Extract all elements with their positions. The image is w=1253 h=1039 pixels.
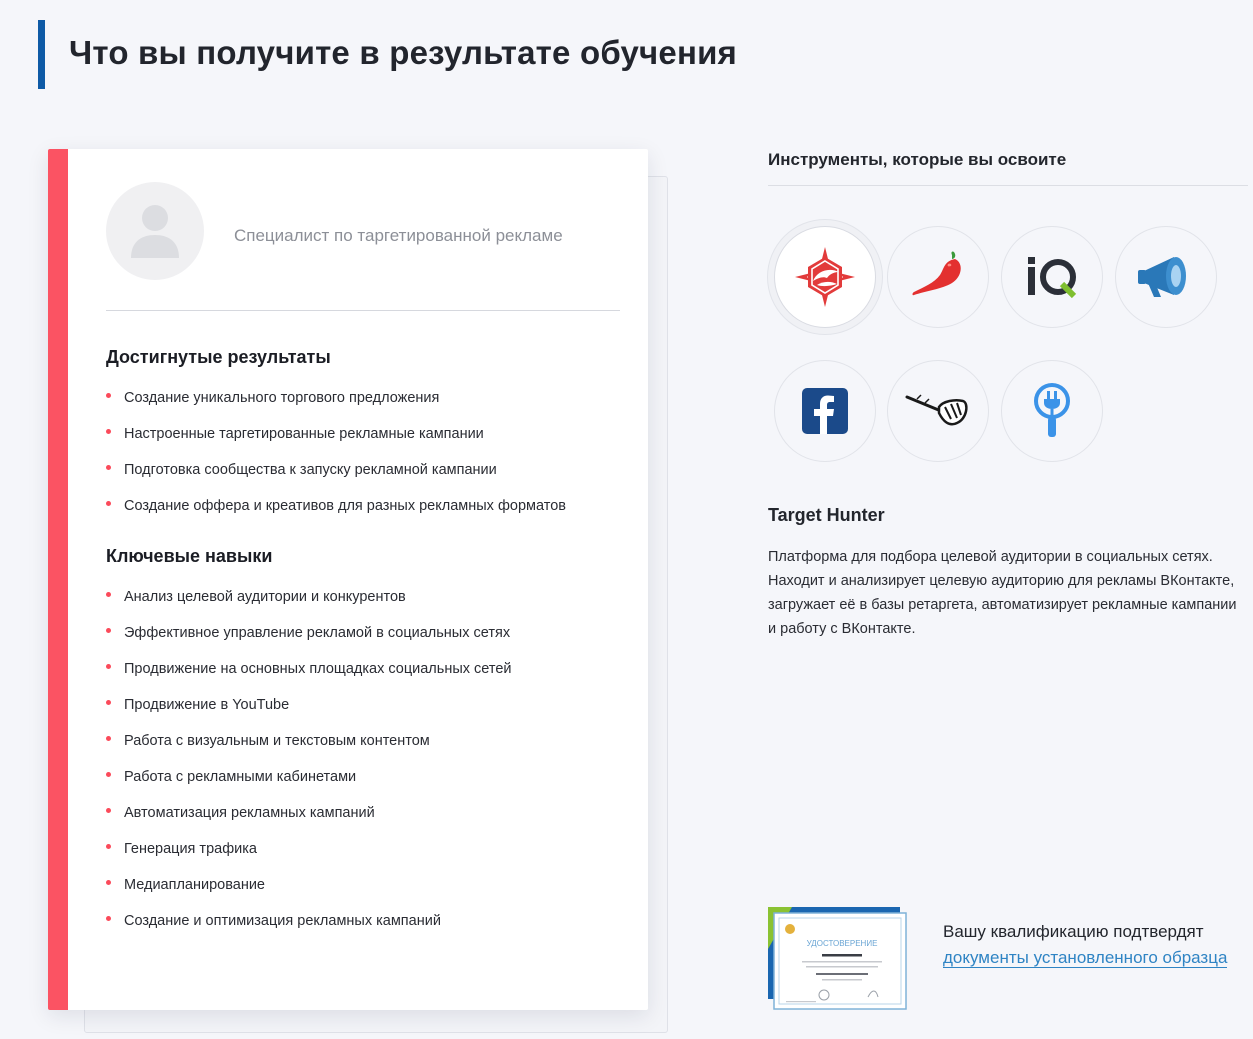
tool-iq[interactable] [1001, 226, 1103, 328]
list-item: Анализ целевой аудитории и конкурентов [106, 587, 512, 623]
list-item: Работа с рекламными кабинетами [106, 767, 512, 803]
tool-target-hunter[interactable] [774, 226, 876, 328]
profession-title: Специалист по таргетированной рекламе [234, 226, 563, 245]
certificate-title: УДОСТОВЕРЕНИЕ [806, 939, 878, 948]
results-heading: Достигнутые результаты [106, 347, 331, 367]
tool-chili[interactable] [887, 226, 989, 328]
megaphone-icon [1134, 249, 1198, 305]
title-accent-bar [38, 20, 45, 89]
list-item: Создание и оптимизация рекламных кампаний [106, 911, 512, 947]
user-placeholder-icon [129, 202, 181, 260]
list-item: Создание оффера и креативов для разных рекламных форматов [106, 496, 566, 532]
results-list [106, 388, 566, 532]
list-item: Автоматизация рекламных кампаний [106, 803, 512, 839]
list-item: Работа с визуальным и текстовым контентом [106, 731, 512, 767]
list-item: Подготовка сообщества к запуску рекламной кампании [106, 460, 566, 496]
selected-tool-name: Target Hunter [768, 505, 885, 525]
skills-heading: Ключевые навыки [106, 546, 273, 566]
avatar [106, 182, 204, 280]
skills-list [106, 587, 512, 947]
tools-title: Инструменты, которые вы освоите [768, 150, 1067, 169]
card-accent-stripe [48, 149, 68, 1010]
tools-divider [768, 185, 1248, 186]
smoking-pipe-icon [905, 391, 971, 431]
chili-pepper-icon [908, 247, 968, 307]
list-item: Эффективное управление рекламой в социальных сетях [106, 623, 512, 659]
tool-facebook[interactable] [774, 360, 876, 462]
iq-logo-icon [1022, 252, 1082, 302]
target-hunter-icon [793, 245, 857, 309]
list-item: Генерация трафика [106, 839, 512, 875]
card-divider [106, 310, 620, 311]
facebook-icon [802, 388, 848, 434]
certificate-documents-link[interactable]: документы установленного образца [943, 948, 1228, 967]
tool-megaphone[interactable] [1115, 226, 1217, 328]
certificate-image [766, 905, 912, 1013]
profession-card [48, 149, 648, 1010]
search-plug-icon [1030, 383, 1074, 439]
list-item: Настроенные таргетированные рекламные кампании [106, 424, 566, 460]
certificate-text [943, 919, 1233, 971]
list-item: Создание уникального торгового предложения [106, 388, 566, 424]
page-title: Что вы получите в результате обучения [69, 34, 738, 71]
tool-pipe[interactable] [887, 360, 989, 462]
tool-search-plug[interactable] [1001, 360, 1103, 462]
selected-tool-description: Платформа для подбора целевой аудитории в социальных сетях. Находит и анализирует целевую аудиторию для рекламы ВКонтакте, загружает её в базы ретаргета, автоматизирует рекламные кампании и работу с ВКонтакте. [768, 549, 1237, 637]
certificate-text-prefix: Вашу квалификацию подтвердят [943, 922, 1204, 941]
list-item: Продвижение на основных площадках социальных сетей [106, 659, 512, 695]
list-item: Продвижение в YouTube [106, 695, 512, 731]
list-item: Медиапланирование [106, 875, 512, 911]
